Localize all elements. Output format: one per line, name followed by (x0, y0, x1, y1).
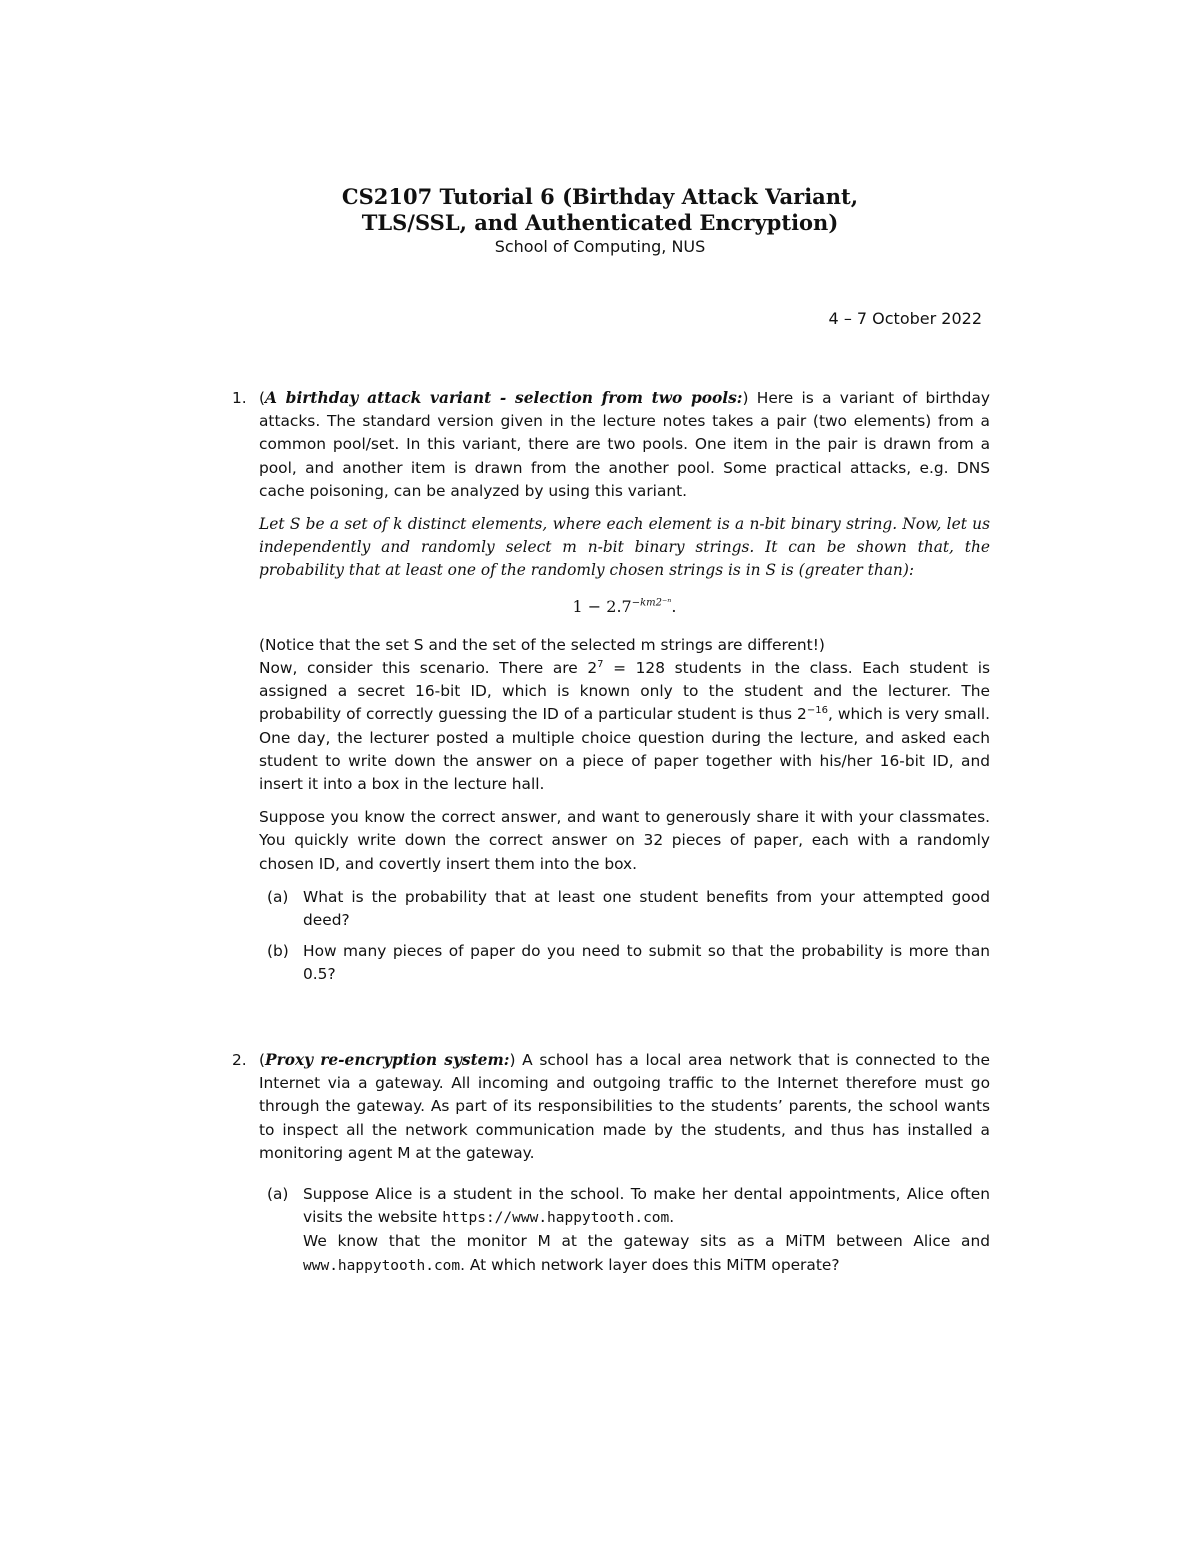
question-2-content (259, 1049, 990, 1278)
document-title (0, 184, 1200, 236)
question-1-note: (Notice that the set S and the set of the selected m strings are different!) (259, 635, 825, 654)
question-2-number: 2. (232, 1051, 247, 1069)
question-1-number: 1. (232, 389, 247, 407)
title-line-1: CS2107 Tutorial 6 (Birthday Attack Variant, (341, 184, 859, 209)
document-subtitle: School of Computing, NUS (494, 237, 706, 256)
part-a-line-2: We know that the monitor M at the gateway sits as a MiTM between Alice and www.happytooth.com. At which network layer does this MiTM operate? (303, 1232, 990, 1274)
happytooth-url: https://www.happytooth.com (442, 1210, 670, 1227)
part-a-line-1: Suppose Alice is a student in the school. To make her dental appointments, Alice often visits the website https://www.happytooth.com. (303, 1185, 990, 1227)
question-1-scenario: Now, consider this scenario. There are $2^7 = 128$ students in the class. Each student is assigned a secret 16-bit ID, which is known only to the student and the lecturer. The probability of correctly guessing the ID of a particular student is thus $2^{-16}$, which is very small. One day, the lecturer posted a multiple choice question during the lecture, and asked each student to write down the answer on a piece of paper together with his/her 16-bit ID, and insert it into a box in the lecture hall. (259, 658, 990, 794)
formula-exponent: −km2⁻ⁿ (631, 597, 672, 609)
question-1-suppose: Suppose you know the correct answer, and want to generously share it with your classmates. You quickly write down the correct answer on 32 pieces of paper, each with a randomly chosen ID, and covertly insert them into the box. (259, 808, 990, 873)
question-1-theorem: Let S be a set of k distinct elements, where each element is a n-bit binary string. Now, let us independently and randomly select m n-bit binary strings. It can be shown that, the probability that at least one of the randomly chosen strings is in S is (greater than): (259, 515, 990, 580)
part-label: (b) (267, 942, 289, 961)
question-1-part-b (259, 940, 990, 986)
question-1-content (259, 387, 990, 987)
question-2 (232, 1049, 990, 1286)
title-line-2: TLS/SSL, and Authenticated Encryption) (361, 210, 839, 235)
question-1-intro: (A birthday attack variant - selection from two pools:) Here is a variant of birthday attacks. The standard version given in the lecture notes takes a pair (two elements) from a common pool/set. In this variant, there are two pools. One item in the pair is drawn from a pool, and another item is drawn from the another pool. Some practical attacks, e.g. DNS cache poisoning, can be analyzed by using this variant. (259, 389, 990, 500)
question-2-intro-text: A school has a local area network that is connected to the Internet via a gateway. All incoming and outgoing traffic to the Internet therefore must go through the gateway. As part of its responsibilities to the students’ parents, the school wants to inspect all the network communication made by the students, and thus has installed a monitoring agent M at the gateway. (259, 1051, 990, 1162)
document-date: 4 – 7 October 2022 (828, 309, 982, 328)
question-1-intro-text: Here is a variant of birthday attacks. The standard version given in the lecture notes takes a pair (two elements) from a common pool/set. In this variant, there are two pools. One item in the pair is drawn from a pool, and another item is drawn from the another pool. Some practical attacks, e.g. DNS cache poisoning, can be analyzed by using this variant. (259, 389, 990, 500)
part-label: (a) (267, 887, 289, 906)
part-text: What is the probability that at least one student benefits from your attempted good deed? (303, 887, 990, 930)
question-1 (232, 387, 990, 995)
question-1-part-a (259, 886, 990, 932)
part-label: (a) (267, 1185, 289, 1204)
happytooth-domain: www.happytooth.com (303, 1257, 461, 1274)
question-1-heading: A birthday attack variant - selection from two pools: (265, 389, 743, 407)
question-2-part-a (259, 1183, 990, 1278)
question-2-intro: (Proxy re-encryption system:) A school has a local area network that is connected to the Internet via a gateway. All incoming and outgoing traffic to the Internet therefore must go through the gateway. As part of its responsibilities to the students’ parents, the school wants to inspect all the network communication made by the students, and thus has installed a monitoring agent M at the gateway. (259, 1051, 990, 1162)
probability-formula: $1 - 2.7^{-km2^{-n}}$. (572, 596, 677, 616)
question-2-heading: Proxy re-encryption system: (265, 1051, 510, 1069)
part-text: How many pieces of paper do you need to submit so that the probability is more than 0.5? (303, 942, 990, 984)
